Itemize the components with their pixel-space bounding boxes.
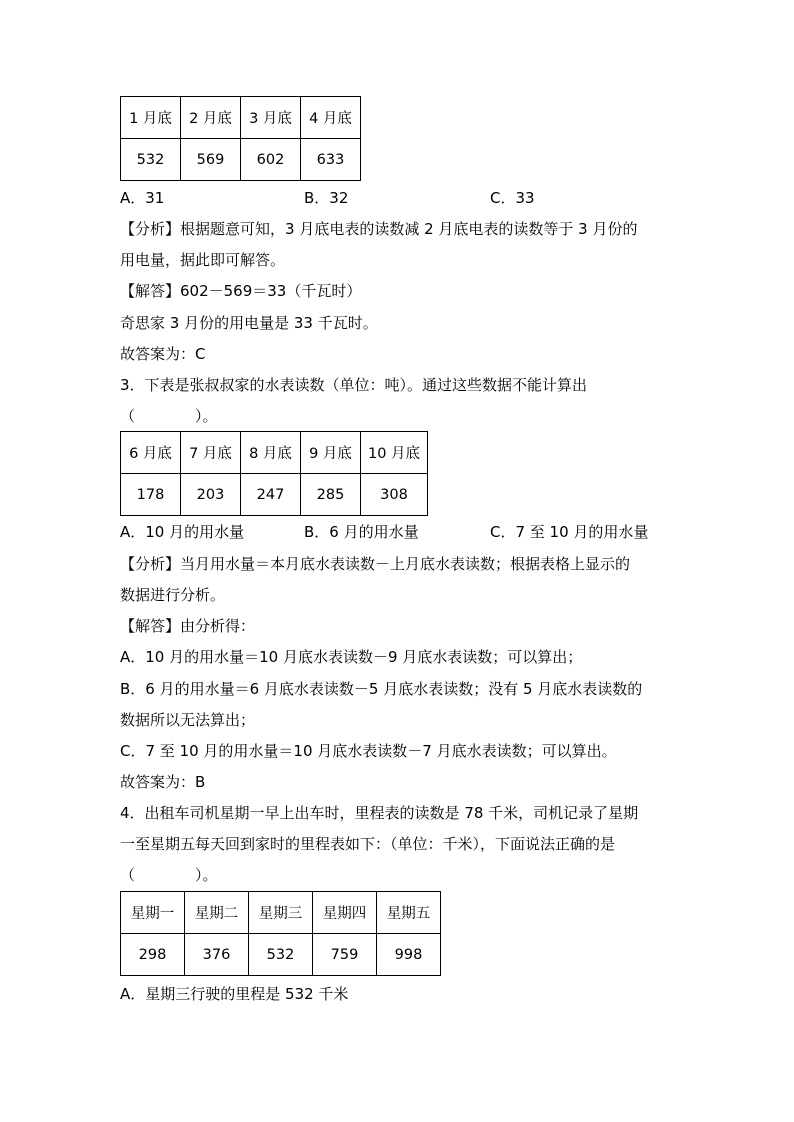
table-cell: 532 xyxy=(249,934,313,976)
analysis-text: 【分析】当月用水量＝本月底水表读数－上月底水表读数；根据表格上显示的 xyxy=(120,555,631,573)
table-header-cell: 4 月底 xyxy=(301,97,361,139)
table-cell: 998 xyxy=(377,934,441,976)
analysis-text: 用电量，据此即可解答。 xyxy=(120,251,286,269)
table-header-cell: 10 月底 xyxy=(361,432,428,474)
table-cell: 308 xyxy=(361,474,428,516)
table-header-cell: 1 月底 xyxy=(121,97,181,139)
table-header-cell: 6 月底 xyxy=(121,432,181,474)
table-header-cell: 7 月底 xyxy=(181,432,241,474)
option-a: A．星期三行驶的里程是 532 千米 xyxy=(120,985,349,1003)
question-stem: 4．出租车司机星期一早上出车时，里程表的读数是 78 千米，司机记录了星期 xyxy=(120,804,639,822)
table-cell: 376 xyxy=(185,934,249,976)
table-cell: 285 xyxy=(301,474,361,516)
question-stem: （ ）。 xyxy=(120,866,218,884)
table-header-cell: 星期三 xyxy=(249,892,313,934)
table-cell: 298 xyxy=(121,934,185,976)
table-header-cell: 星期四 xyxy=(313,892,377,934)
solution-text: A．10 月的用水量＝10 月底水表读数－9 月底水表读数；可以算出； xyxy=(120,648,583,666)
table-header-cell: 星期一 xyxy=(121,892,185,934)
table-cell: 532 xyxy=(121,139,181,181)
solution-text: C．7 至 10 月的用水量＝10 月底水表读数－7 月底水表读数；可以算出。 xyxy=(120,742,617,760)
meter-table-water xyxy=(120,431,428,516)
table-cell: 569 xyxy=(181,139,241,181)
option-c: C．7 至 10 月的用水量 xyxy=(490,523,649,541)
table-header-cell: 3 月底 xyxy=(241,97,301,139)
table-header-cell: 星期五 xyxy=(377,892,441,934)
table-cell: 247 xyxy=(241,474,301,516)
analysis-text: 【分析】根据题意可知，3 月底电表的读数减 2 月底电表的读数等于 3 月份的 xyxy=(120,220,638,238)
option-a: A．31 xyxy=(120,189,165,207)
table-header-cell: 星期二 xyxy=(185,892,249,934)
odometer-table xyxy=(120,891,441,976)
option-c: C．33 xyxy=(490,189,535,207)
analysis-text: 数据进行分析。 xyxy=(120,586,226,604)
solution-text: 奇思家 3 月份的用电量是 33 千瓦时。 xyxy=(120,314,378,332)
table-header-cell: 9 月底 xyxy=(301,432,361,474)
table-cell: 203 xyxy=(181,474,241,516)
question-stem: 3．下表是张叔叔家的水表读数（单位：吨）。通过这些数据不能计算出 xyxy=(120,376,588,394)
option-a: A．10 月的用水量 xyxy=(120,523,245,541)
table-header-cell: 2 月底 xyxy=(181,97,241,139)
solution-text: 【解答】由分析得： xyxy=(120,617,256,635)
answer-text: 故答案为：C xyxy=(120,345,206,363)
table-cell: 633 xyxy=(301,139,361,181)
answer-text: 故答案为：B xyxy=(120,773,206,791)
question-stem: 一至星期五每天回到家时的里程表如下：（单位：千米），下面说法正确的是 xyxy=(120,835,616,853)
solution-text: B．6 月的用水量＝6 月底水表读数－5 月底水表读数；没有 5 月底水表读数的 xyxy=(120,680,643,698)
solution-text: 【解答】602－569＝33（千瓦时） xyxy=(120,282,362,300)
table-header-cell: 8 月底 xyxy=(241,432,301,474)
option-b: B．32 xyxy=(304,189,349,207)
option-b: B．6 月的用水量 xyxy=(304,523,419,541)
question-stem: （ ）。 xyxy=(120,407,218,425)
meter-table-electricity xyxy=(120,96,361,181)
table-cell: 759 xyxy=(313,934,377,976)
solution-text: 数据所以无法算出； xyxy=(120,711,256,729)
table-cell: 178 xyxy=(121,474,181,516)
table-cell: 602 xyxy=(241,139,301,181)
